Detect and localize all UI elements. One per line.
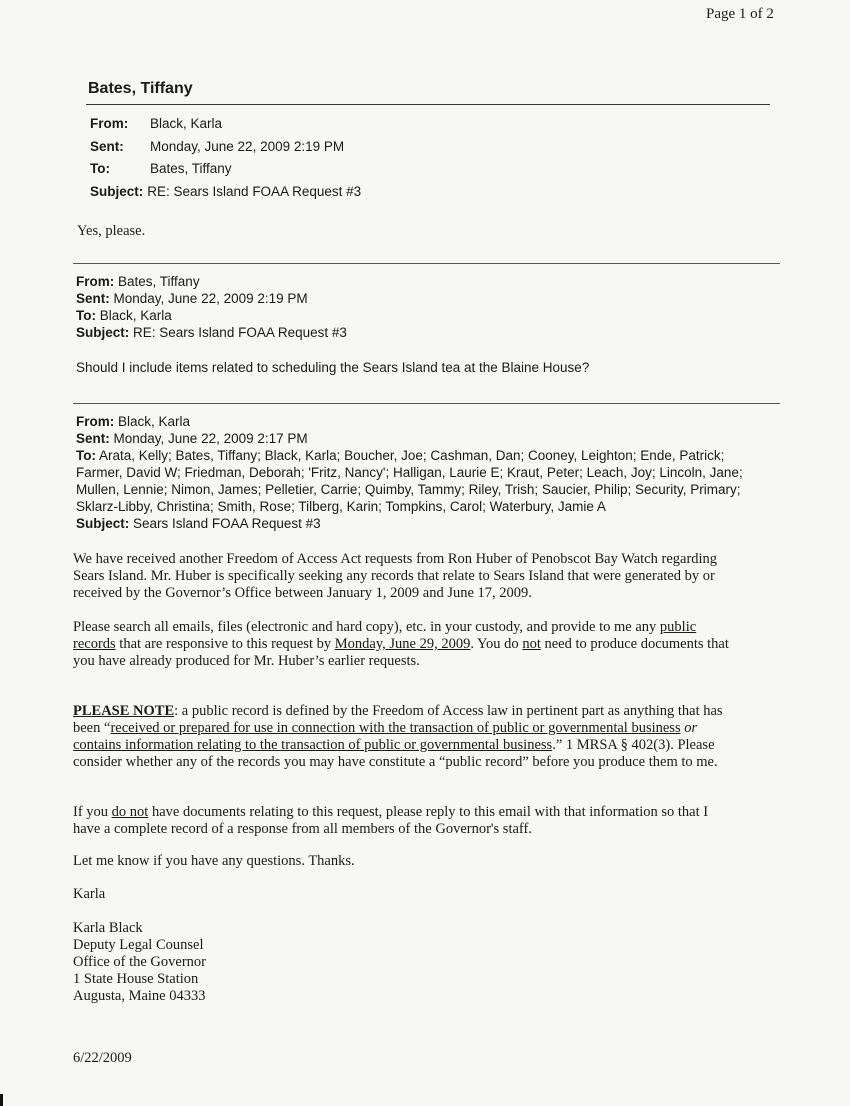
- msg2-subject: RE: Sears Island FOAA Request #3: [133, 325, 347, 340]
- msg2-sent: Monday, June 22, 2009 2:19 PM: [113, 291, 308, 306]
- subject-label: Subject:: [90, 183, 144, 199]
- msg2-from: Bates, Tiffany: [118, 274, 200, 289]
- owner-divider: [86, 104, 770, 105]
- msg3-to-line: Mullen, Lennie; Nimon, James; Pelletier, Carrie; Quimby, Tammy; Riley, Trish; Saucier, Philip; Security, Primary;: [76, 482, 741, 497]
- para4-text: have documents relating to this request, please reply to this email with that information so that I: [148, 804, 709, 820]
- msg2-to-label: To:: [76, 308, 96, 323]
- body-paragraph-3: [73, 703, 783, 771]
- para1-line: received by the Governor’s Office between January 1, 2009 and June 17, 2009.: [73, 585, 532, 601]
- msg3-to-line: Farmer, David W; Friedman, Deborah; 'Fritz, Nancy'; Halligan, Laurie E; Kraut, Peter; Leach, Joy; Lincoln, Jane;: [76, 465, 743, 480]
- para2-text: . You do: [470, 636, 523, 652]
- message-divider-1: [73, 263, 780, 264]
- msg2-body: Should I include items related to scheduling the Sears Island tea at the Blaine House?: [76, 360, 590, 375]
- para2-text: need to produce documents that: [540, 636, 729, 652]
- signature-line: Augusta, Maine 04333: [73, 988, 206, 1004]
- para1-line: We have received another Freedom of Access Act requests from Ron Huber of Penobscot Bay Watch regarding: [73, 551, 718, 567]
- msg3-subject: Sears Island FOAA Request #3: [133, 516, 321, 531]
- body-paragraph-4: [73, 804, 783, 838]
- para3-underline: contains information relating to the transaction of public or governmental business: [73, 737, 553, 753]
- to-value: Bates, Tiffany: [150, 161, 232, 176]
- msg3-subject-label: Subject:: [76, 516, 130, 531]
- body-paragraph-2: [73, 619, 783, 670]
- para4-text: have a complete record of a response from all members of the Governor's staff.: [73, 821, 532, 837]
- scan-edge-mark: [0, 1094, 3, 1106]
- page-number: Page 1 of 2: [706, 6, 774, 22]
- signature-block: [73, 920, 783, 1005]
- para3-text: been “: [73, 720, 111, 736]
- signoff: Karla: [73, 886, 106, 902]
- from-value: Black, Karla: [150, 116, 223, 131]
- para2-underline: not: [522, 636, 541, 652]
- signature-line: Office of the Governor: [73, 954, 206, 970]
- msg2-sent-label: Sent:: [76, 291, 110, 306]
- reply-header: [90, 116, 361, 206]
- print-date: 6/22/2009: [73, 1050, 132, 1066]
- message-2: [76, 273, 347, 341]
- sent-label: Sent:: [90, 138, 124, 154]
- para2-deadline: Monday, June 29, 2009: [334, 636, 471, 652]
- signature-line: 1 State House Station: [73, 971, 199, 987]
- para2-underline: public: [659, 619, 697, 635]
- msg2-to: Black, Karla: [99, 308, 172, 323]
- msg3-to-line: Sklarz-Libby, Christina; Smith, Rose; Tilberg, Karin; Tompkins, Carol; Waterbury, Jamie A: [76, 499, 606, 514]
- para4-underline: do not: [111, 804, 149, 820]
- para2-text: that are responsive to this request by: [115, 636, 335, 652]
- para3-text: consider whether any of the records you may have constitute a “public record” before you produce them to me.: [73, 754, 718, 770]
- msg3-to-line: Arata, Kelly; Bates, Tiffany; Black, Karla; Boucher, Joe; Cashman, Dan; Cooney, Leighton; Ende, Patrick;: [99, 448, 725, 463]
- para3-italic: or: [680, 720, 698, 736]
- para3-text: .” 1 MRSA § 402(3). Please: [552, 737, 715, 753]
- message-3-header: [76, 413, 743, 532]
- msg3-to-label: To:: [76, 448, 96, 463]
- from-label: From:: [90, 116, 129, 131]
- subject-value: RE: Sears Island FOAA Request #3: [147, 183, 362, 199]
- para1-line: Sears Island. Mr. Huber is specifically seeking any records that relate to Sears Island that were generated by or: [73, 568, 715, 584]
- msg3-from-label: From:: [76, 414, 115, 429]
- body-paragraph-1: [73, 551, 783, 602]
- to-label: To:: [90, 161, 110, 176]
- para2-underline: records: [73, 636, 116, 652]
- signature-line: Karla Black: [73, 920, 143, 936]
- para2-text: you have already produced for Mr. Huber’s earlier requests.: [73, 653, 420, 669]
- signature-line: Deputy Legal Counsel: [73, 937, 204, 953]
- msg3-sent-label: Sent:: [76, 431, 110, 446]
- msg2-from-label: From:: [76, 274, 115, 289]
- closing-line: Let me know if you have any questions. Thanks.: [73, 853, 355, 869]
- reply-body: Yes, please.: [77, 223, 146, 239]
- msg3-sent: Monday, June 22, 2009 2:17 PM: [113, 431, 308, 446]
- mailbox-owner: Bates, Tiffany: [88, 80, 193, 97]
- message-divider-2: [73, 403, 780, 404]
- msg2-subject-label: Subject:: [76, 325, 130, 340]
- para3-underline: received or prepared for use in connection with the transaction of public or governmental business: [110, 720, 681, 736]
- para2-text: Please search all emails, files (electronic and hard copy), etc. in your custody, and provide to me any: [73, 619, 660, 635]
- msg3-from: Black, Karla: [118, 414, 191, 429]
- please-note-label: PLEASE NOTE: [73, 703, 175, 719]
- para3-text: : a public record is defined by the Freedom of Access law in pertinent part as anything that has: [174, 703, 723, 719]
- sent-value: Monday, June 22, 2009 2:19 PM: [150, 138, 345, 154]
- para4-text: If you: [73, 804, 112, 820]
